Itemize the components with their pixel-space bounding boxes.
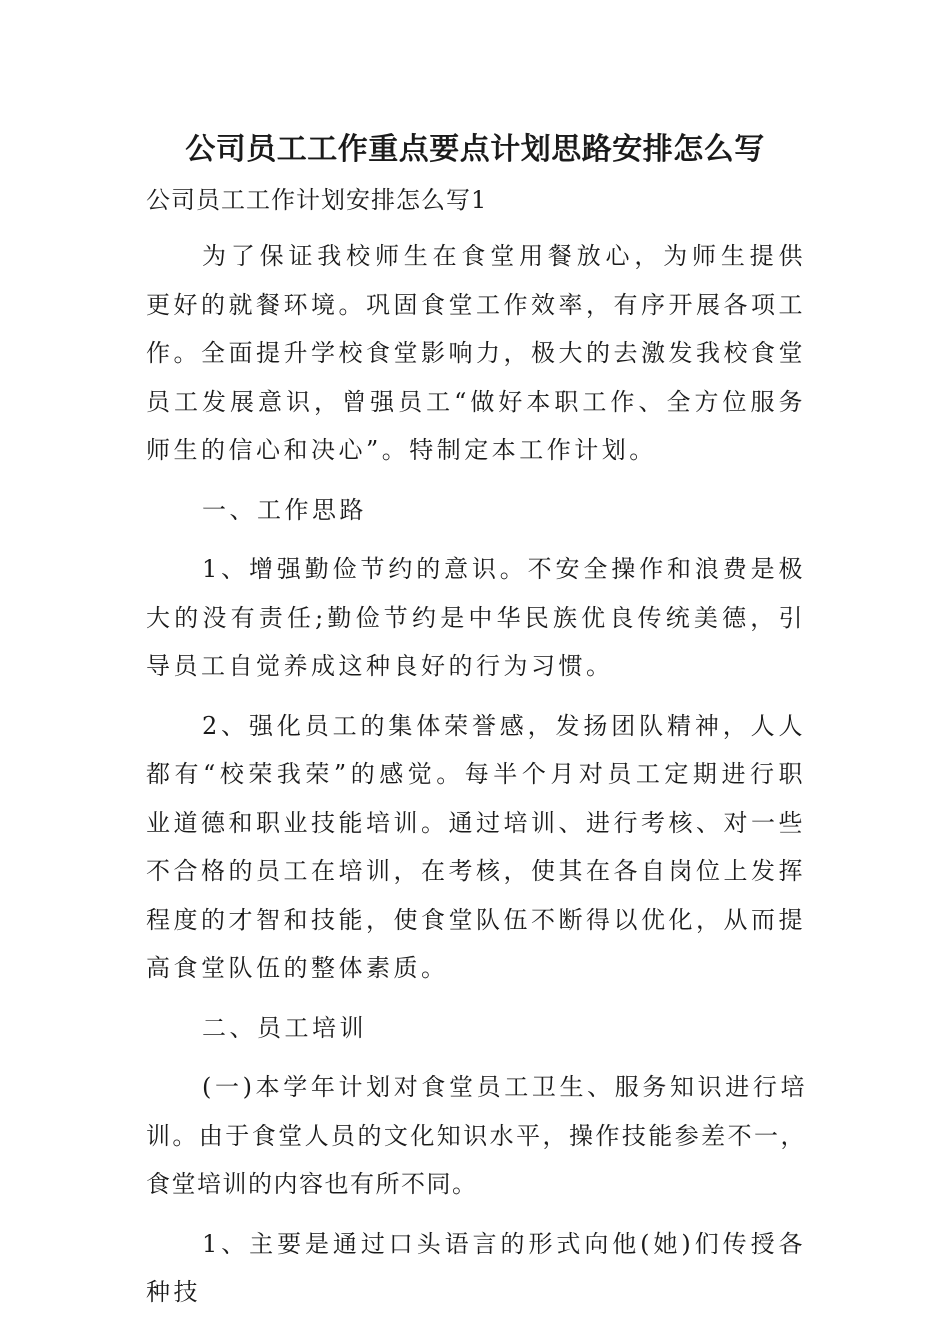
paragraph-item-2: 2、强化员工的集体荣誉感，发扬团队精神，人人都有“校荣我荣”的感觉。每半个月对员工定期进行职业道德和职业技能培训。通过培训、进行考核、对一些不合格的员工在培训，在考核，使其在各自岗位上发挥程度的才智和技能，使食堂队伍不断得以优化，从而提高食堂队伍的整体素质。: [146, 711, 806, 982]
paragraph-intro: 为了保证我校师生在食堂用餐放心，为师生提供更好的就餐环境。巩固食堂工作效率，有序开展各项工作。全面提升学校食堂影响力，极大的去激发我校食堂员工发展意识，曾强员工“做好本职工作、全方位服务师生的信心和决心”。特制定本工作计划。: [146, 242, 806, 464]
paragraph-training-item-1: 1、主要是通过口头语言的形式向他(她)们传授各种技: [146, 1229, 806, 1306]
document-title: 公司员工工作重点要点计划思路安排怎么写: [185, 132, 765, 167]
paragraph-item-1: 1、增强勤俭节约的意识。不安全操作和浪费是极大的没有责任;勤俭节约是中华民族优良传统美德，引导员工自觉养成这种良好的行为习惯。: [146, 555, 806, 680]
document-subtitle: 公司员工工作计划安排怎么写1: [146, 186, 488, 214]
paragraph-training-plan: (一)本学年计划对食堂员工卫生、服务知识进行培训。由于食堂人员的文化知识水平，操作技能参差不一，食堂培训的内容也有所不同。: [146, 1073, 806, 1198]
document-body: [146, 232, 806, 1328]
section-heading-work-ideas: 一、工作思路: [202, 495, 367, 524]
section-heading-staff-training: 二、员工培训: [202, 1013, 367, 1042]
